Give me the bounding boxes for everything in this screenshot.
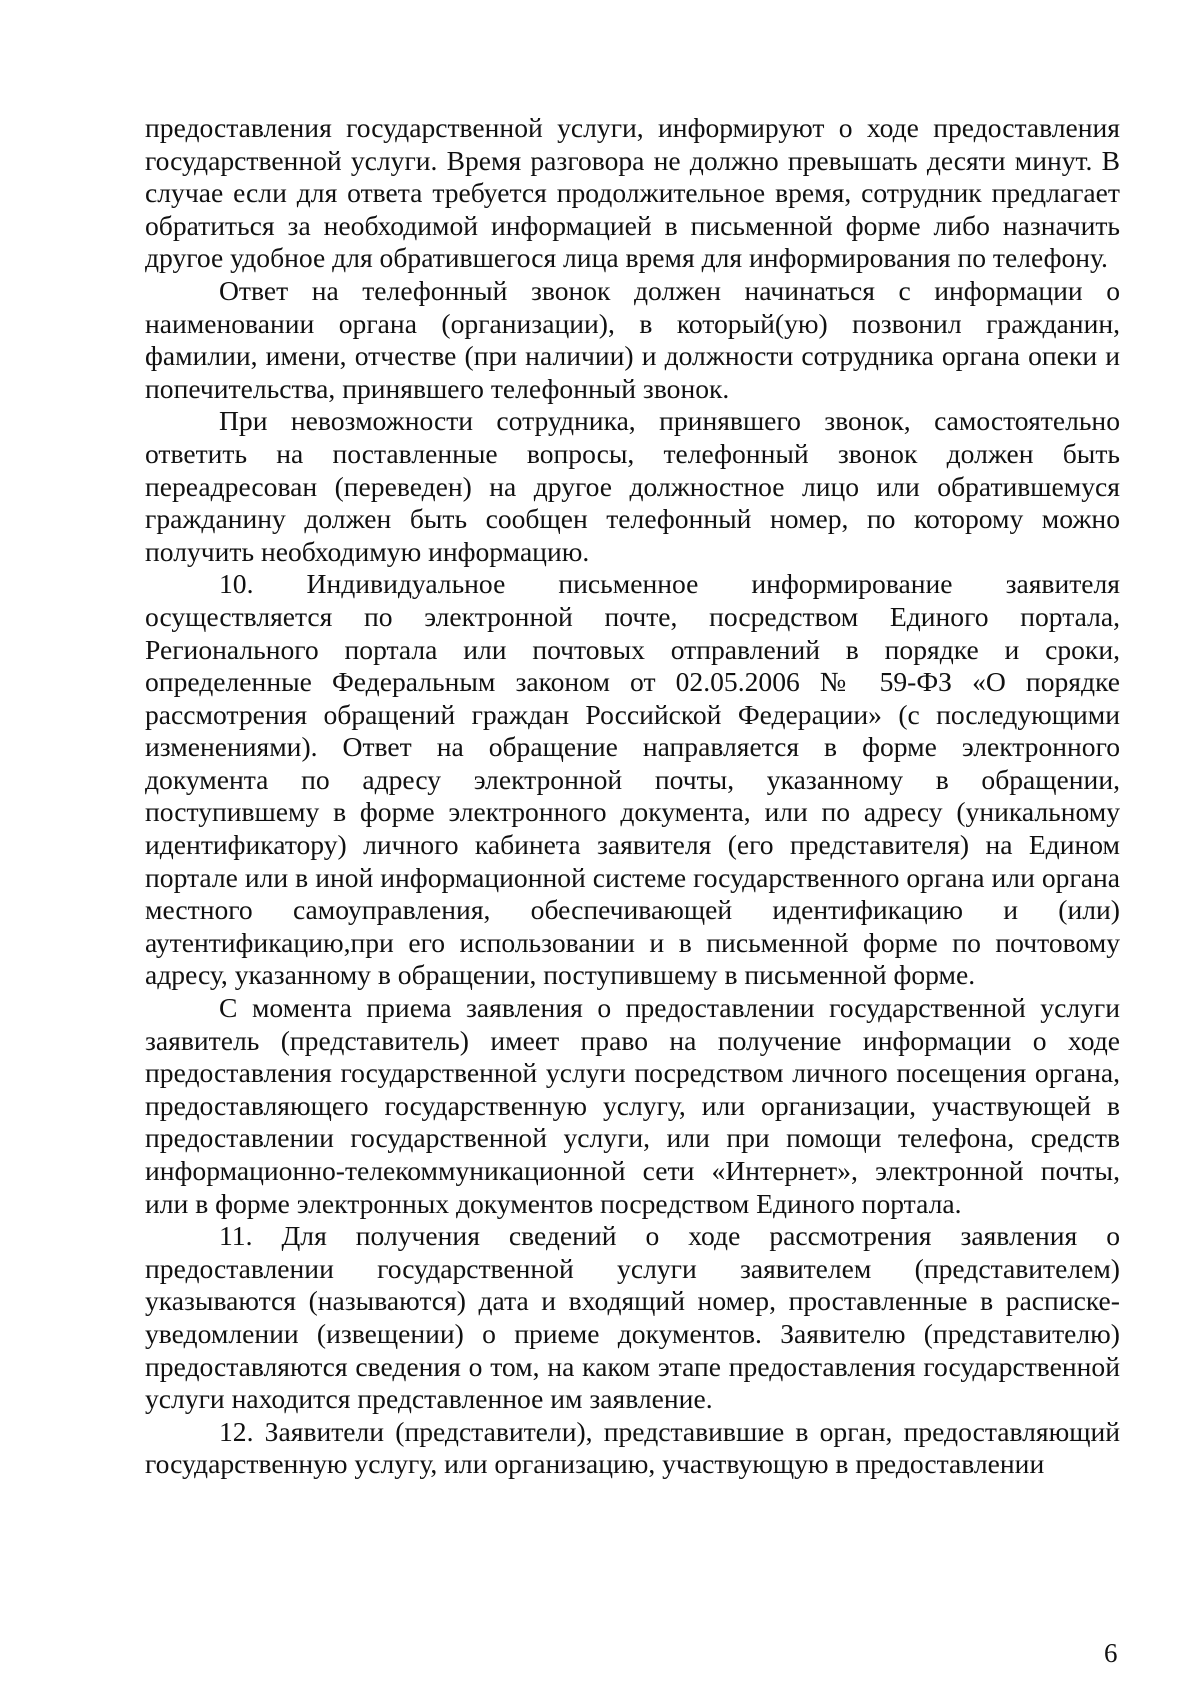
paragraph-phone-answer: Ответ на телефонный звонок должен начинаться с информации о наименовании органа (организации), в который(ую) позвонил гражданин, фамилии, имени, отчестве (при наличии) и должности сотрудника органа опеки и попечительства, принявшего телефонный звонок. <box>145 274 1120 404</box>
paragraph-application-status-right: С момента приема заявления о предоставлении государственной услуги заявитель (представитель) имеет право на получение информации о ходе предоставления государственной услуги посредством личного посещения органа, предоставляющего государственную услугу, или организации, участвующей в предоставлении государственной услуги, или при помощи телефона, средств информационно-телекоммуникационной сети «Интернет», электронной почты, или в форме электронных документов посредством Единого портала. <box>145 992 1120 1219</box>
page-number: 6 <box>1104 1638 1118 1668</box>
paragraph-call-redirect: При невозможности сотрудника, принявшего звонок, самостоятельно ответить на поставленные вопросы, телефонный звонок должен быть переадресован (переведен) на другое должностное лицо или обратившемуся гражданину должен быть сообщен телефонный номер, по которому можно получить необходимую информацию. <box>145 405 1120 567</box>
paragraph-continuation: предоставления государственной услуги, информируют о ходе предоставления государственной услуги. Время разговора не должно превышать десяти минут. В случае если для ответа требуется продолжительное время, сотрудник предлагает обратиться за необходимой информацией в письменной форме либо назначить другое удобное для обратившегося лица время для информирования по телефону. <box>145 112 1120 274</box>
paragraph-item-10: 10. Индивидуальное письменное информирование заявителя осуществляется по электронной почте, посредством Единого портала, Регионального портала или почтовых отправлений в порядке и сроки, определенные Федеральным законом от 02.05.2006 № 59-ФЗ «О порядке рассмотрения обращений граждан Российской Федерации» (с последующими изменениями). Ответ на обращение направляется в форме электронного документа по адресу электронной почты, указанному в обращении, поступившему в форме электронного документа, или по адресу (уникальному идентификатору) личного кабинета заявителя (его представителя) на Едином портале или в иной информационной системе государственного органа или органа местного самоуправления, обеспечивающей идентификацию и (или) аутентификацию,при его использовании и в письменной форме по почтовому адресу, указанному в обращении, поступившему в письменной форме. <box>145 568 1120 991</box>
document-body <box>145 112 1120 1481</box>
paragraph-item-11: 11. Для получения сведений о ходе рассмотрения заявления о предоставлении государственной услуги заявителем (представителем) указываются (называются) дата и входящий номер, проставленные в расписке-уведомлении (извещении) о приеме документов. Заявителю (представителю) предоставляются сведения о том, на каком этапе предоставления государственной услуги находится представленное им заявление. <box>145 1220 1120 1415</box>
paragraph-item-12: 12. Заявители (представители), представившие в орган, предоставляющий государственную услугу, или организацию, участвующую в предоставлении <box>145 1415 1120 1480</box>
